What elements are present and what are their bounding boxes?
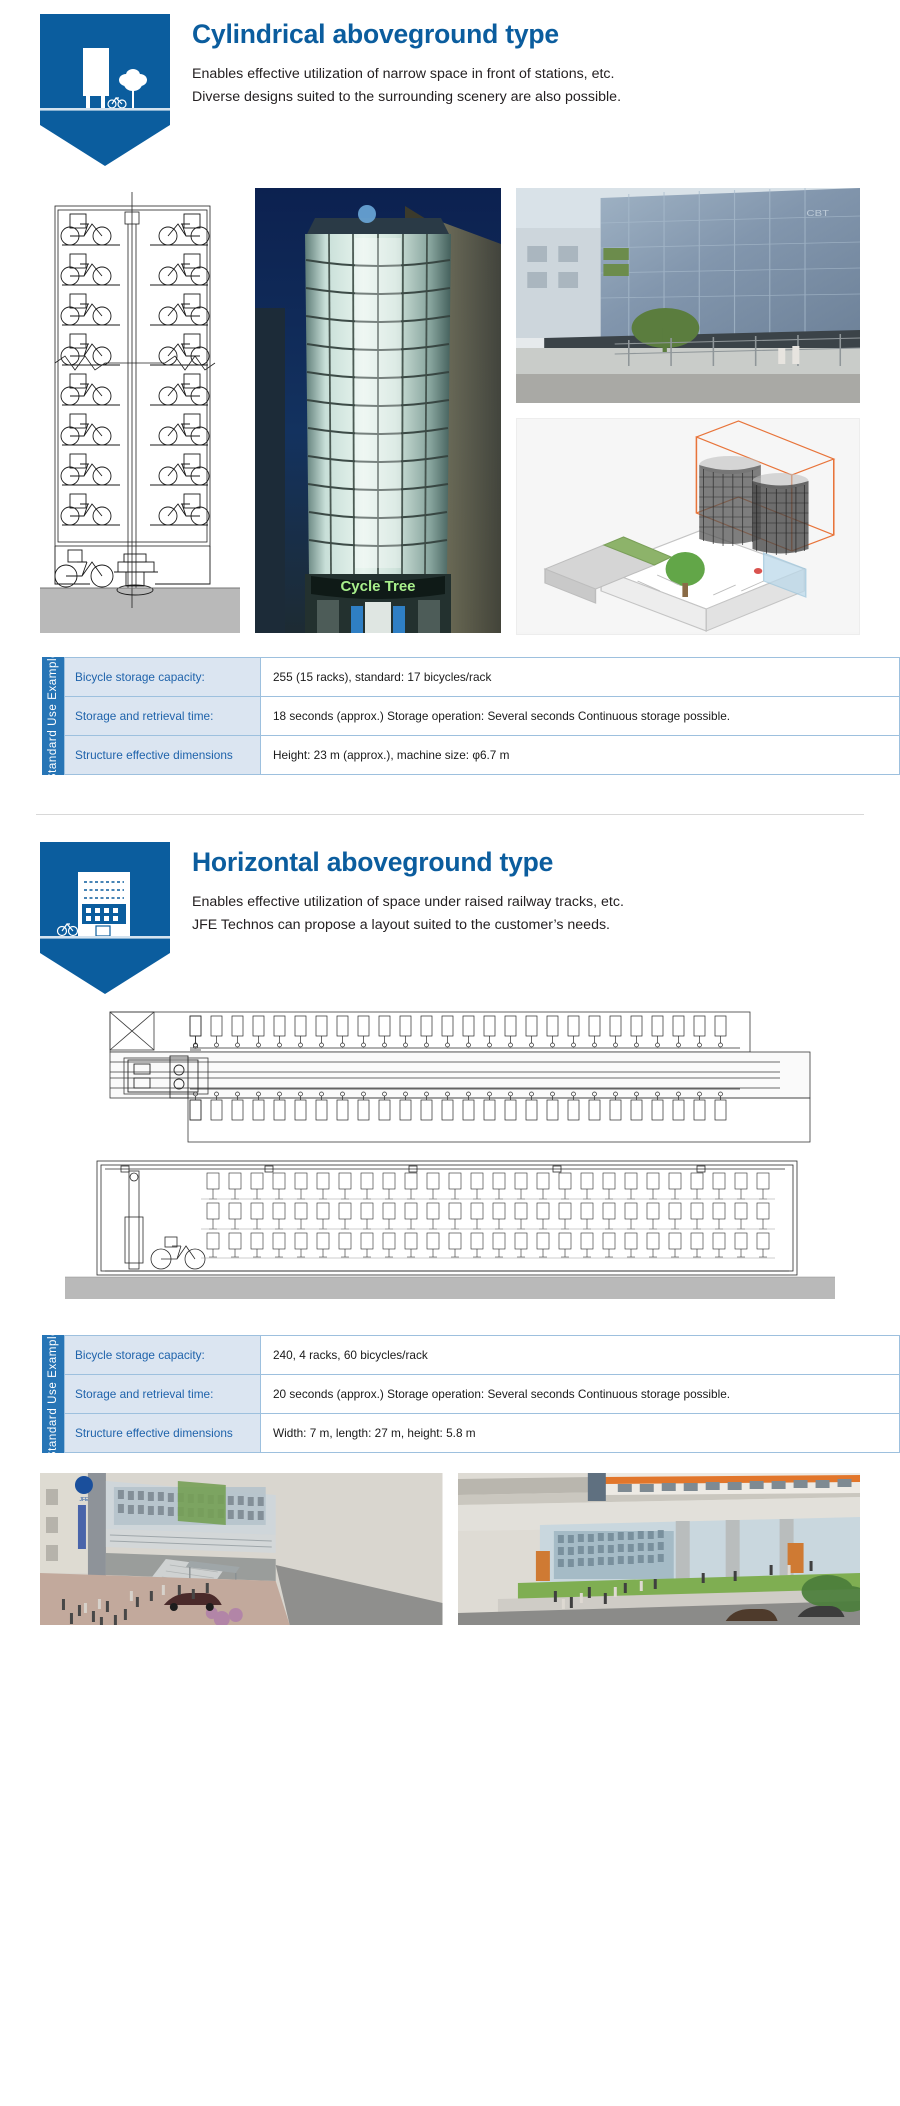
standard-use-example-label: Standard Use Example	[47, 1328, 59, 1460]
description-line: Enables effective utilization of space under raised railway tracks, etc.	[192, 893, 624, 910]
description-line: Diverse designs suited to the surrounding scenery are also possible.	[192, 88, 622, 105]
spec-key: Bicycle storage capacity:	[65, 658, 261, 697]
spec-value: 20 seconds (approx.) Storage operation: Several seconds Continuous storage possible.	[261, 1375, 900, 1414]
table-row	[65, 1375, 900, 1414]
plan-view-diagram	[40, 1010, 860, 1145]
section-description-horizontal	[192, 891, 624, 937]
spec-table-horizontal	[42, 1328, 900, 1460]
table-row	[65, 658, 900, 697]
tower-tree-bicycle-icon	[40, 14, 170, 166]
spec-value: 255 (15 racks), standard: 17 bicycles/rack	[261, 658, 900, 697]
building-bicycle-icon	[40, 842, 170, 994]
svg-text:JFE: JFE	[79, 1496, 89, 1504]
svg-text:CBT: CBT	[806, 209, 829, 219]
cutaway-elevation-diagram	[40, 188, 240, 633]
cycle-tree-building-photo	[255, 188, 501, 633]
section-header-horizontal	[40, 842, 900, 994]
isometric-cutaway-illustration	[516, 418, 860, 635]
spec-value: Width: 7 m, length: 27 m, height: 5.8 m	[261, 1414, 900, 1453]
section-head-text-horizontal	[170, 842, 624, 937]
page-title-horizontal: Horizontal aboveground type	[192, 847, 554, 877]
section-badge-horizontal	[40, 842, 170, 994]
spec-value: 240, 4 racks, 60 bicycles/rack	[261, 1336, 900, 1375]
spec-key: Structure effective dimensions	[65, 736, 261, 775]
section-badge-cylindrical	[40, 14, 170, 166]
glass-facade-exterior-photo	[516, 188, 860, 403]
section-divider	[36, 814, 864, 815]
table-row	[65, 1414, 900, 1453]
spec-value: Height: 23 m (approx.), machine size: φ6.7 m	[261, 736, 900, 775]
standard-use-example-tab	[42, 650, 64, 782]
section-head-text-cylindrical	[170, 14, 621, 109]
cycle-tree-sign-text: Cycle Tree	[340, 578, 416, 595]
spec-value: 18 seconds (approx.) Storage operation: Several seconds Continuous storage possible.	[261, 697, 900, 736]
description-line: Enables effective utilization of narrow space in front of stations, etc.	[192, 65, 615, 82]
rendering-row	[40, 1473, 860, 1625]
table-row	[65, 736, 900, 775]
table-row	[65, 1336, 900, 1375]
station-plaza-rendering	[40, 1473, 443, 1625]
section-header-cylindrical	[40, 14, 900, 166]
standard-use-example-label: Standard Use Example	[47, 650, 59, 782]
spec-table-cylindrical	[42, 650, 900, 782]
section-description-cylindrical	[192, 63, 621, 109]
spec-key: Storage and retrieval time:	[65, 697, 261, 736]
table-row	[65, 697, 900, 736]
description-line: JFE Technos can propose a layout suited to the customer’s needs.	[192, 916, 610, 933]
page-title-cylindrical: Cylindrical aboveground type	[192, 19, 559, 49]
figure-row-cylindrical	[40, 188, 860, 635]
spec-key: Bicycle storage capacity:	[65, 1336, 261, 1375]
spec-key: Storage and retrieval time:	[65, 1375, 261, 1414]
standard-use-example-tab	[42, 1328, 64, 1460]
under-viaduct-rendering	[458, 1473, 861, 1625]
section-elevation-diagram	[25, 1157, 875, 1305]
spec-key: Structure effective dimensions	[65, 1414, 261, 1453]
